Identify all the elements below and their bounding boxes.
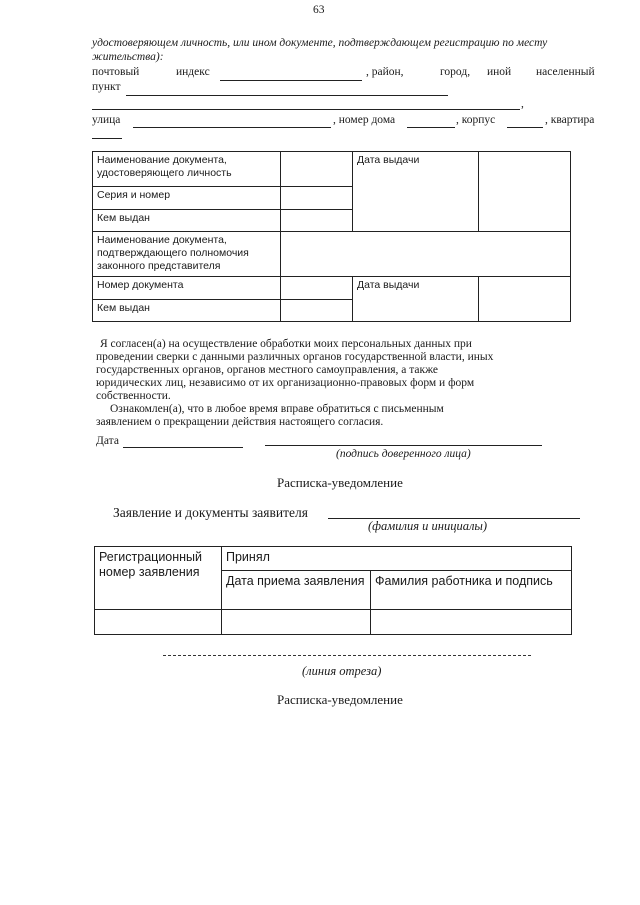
index-label: индекс (176, 66, 210, 78)
date-received-label: Дата приема заявления (222, 571, 371, 610)
authority-doc-name-label: Наименование документа, подтверждающего полномочия законного представителя (93, 232, 281, 277)
employee-cell[interactable] (371, 610, 572, 635)
postal-index-field[interactable] (220, 80, 362, 81)
issued-by-1-label: Кем выдан (93, 210, 281, 232)
date-label: Дата (96, 435, 119, 447)
address-intro-line2: жительства): (92, 51, 164, 63)
issued-by-2-label: Кем выдан (93, 300, 281, 322)
document-table (92, 151, 571, 322)
statement-label: Заявление и документы заявителя (113, 505, 308, 520)
cut-line (163, 655, 531, 656)
consent-p2-l1: Ознакомлен(а), что в любое время вправе обратиться с письменным (110, 403, 444, 415)
consent-p1-l5: собственности. (96, 390, 171, 402)
issued-by-2-value[interactable] (281, 300, 353, 322)
address-continuation-field[interactable] (92, 109, 520, 110)
issued-by-1-value[interactable] (281, 210, 353, 232)
house-label: , номер дома (333, 114, 396, 126)
street-label: улица (92, 114, 121, 126)
apartment-label: , квартира (545, 114, 595, 126)
issue-date-2-value[interactable] (479, 277, 571, 322)
page-number: 63 (313, 4, 325, 16)
reg-number-cell[interactable] (95, 610, 222, 635)
authority-doc-name-value[interactable] (281, 232, 571, 277)
employee-label: Фамилия работника и подпись (371, 571, 572, 610)
other-label: иной (487, 66, 512, 78)
locality-field[interactable] (126, 95, 448, 96)
issue-date-1-value[interactable] (479, 152, 571, 232)
identity-doc-name-label: Наименование документа, удостоверяющего личность (93, 152, 281, 187)
consent-p1-l3: государственных органов, органов местного самоуправления, а также (96, 364, 439, 376)
apartment-field[interactable] (92, 138, 122, 139)
accepted-label: Принял (222, 547, 572, 571)
issue-date-2-label: Дата выдачи (353, 277, 479, 322)
consent-p1-l2: проведении сверки с данными различных органов государственной власти, иных (96, 351, 494, 363)
postal-label: почтовый (92, 66, 140, 78)
city-label: город, (440, 66, 471, 78)
doc-number-label: Номер документа (93, 277, 281, 300)
signature-field[interactable] (265, 445, 542, 446)
series-number-value[interactable] (281, 187, 353, 210)
series-number-label: Серия и номер (93, 187, 281, 210)
receipt-title-1: Расписка-уведомление (277, 475, 403, 490)
date-field[interactable] (123, 447, 243, 448)
name-caption: (фамилия и инициалы) (368, 519, 488, 533)
reg-number-label: Регистрационный номер заявления (95, 547, 222, 610)
house-field[interactable] (407, 127, 455, 128)
locality-label: пункт (92, 81, 121, 93)
signature-caption: (подпись доверенного лица) (336, 448, 471, 460)
cut-caption: (линия отреза) (302, 664, 382, 678)
address-intro-line1: удостоверяющем личность, или ином документе, подтверждающем регистрацию по месту (92, 37, 548, 49)
building-field[interactable] (507, 127, 543, 128)
receipt-table (94, 546, 572, 635)
building-label: , корпус (456, 114, 496, 126)
street-field[interactable] (133, 127, 331, 128)
district-label: , район, (366, 66, 404, 78)
address-comma: , (521, 98, 524, 110)
consent-p1-l1: Я согласен(а) на осуществление обработки моих персональных данных при (100, 338, 472, 350)
identity-doc-name-value[interactable] (281, 152, 353, 187)
issue-date-1-label: Дата выдачи (353, 152, 479, 232)
doc-number-value[interactable] (281, 277, 353, 300)
consent-p2-l2: заявлением о прекращении действия настоящего согласия. (96, 416, 384, 428)
settlement-label: населенный (536, 66, 595, 78)
receipt-title-2: Расписка-уведомление (277, 692, 403, 707)
consent-p1-l4: юридических лиц, независимо от их организационно-правовых форм и форм (96, 377, 475, 389)
date-received-cell[interactable] (222, 610, 371, 635)
